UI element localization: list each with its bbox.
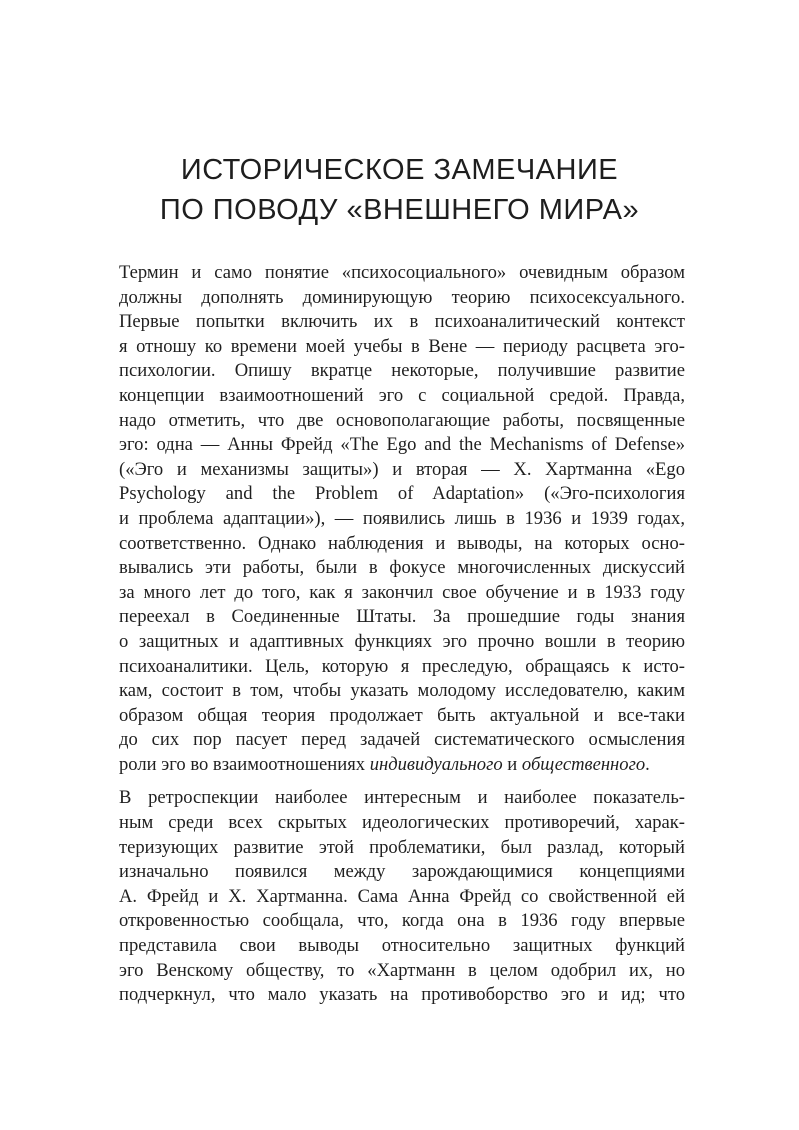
text-line: представила свои выводы относительно защитных функций bbox=[119, 935, 685, 957]
italic-term-individual: индивидуального bbox=[369, 753, 503, 775]
text-line: теризующих развитие этой проблематики, был разлад, который bbox=[119, 836, 685, 858]
text-line-last bbox=[119, 753, 685, 778]
text-line: («Эго и механизмы защиты») и вторая — Х. Хартманна «Ego bbox=[119, 458, 685, 480]
text-line: я отношу ко времени моей учебы в Вене — периоду расцвета эго- bbox=[119, 335, 685, 357]
chapter-title bbox=[0, 150, 799, 230]
text-segment: роли эго во взаимоотношениях bbox=[119, 753, 370, 775]
chapter-title-line-1: ИСТОРИЧЕСКОЕ ЗАМЕЧАНИЕ bbox=[180, 154, 619, 186]
body-text bbox=[119, 261, 685, 1008]
text-line: ным среди всех скрытых идеологических противоречий, харак- bbox=[119, 812, 685, 834]
paragraph-1 bbox=[119, 261, 685, 777]
text-line: о защитных и адаптивных функциях эго прочно вошли в теорию bbox=[119, 630, 685, 652]
text-line: надо отметить, что две основополагающие работы, посвященные bbox=[119, 409, 685, 431]
text-line: откровенностью сообщала, что, когда она в 1936 году впервые bbox=[119, 910, 685, 932]
paragraph-gap bbox=[119, 777, 685, 786]
text-line: вывались эти работы, были в фокусе многочисленных дискуссий bbox=[119, 557, 685, 579]
text-line: психоаналитики. Цель, которую я преследую, обращаясь к исто- bbox=[119, 655, 685, 677]
italic-term-social: общественного bbox=[521, 753, 646, 775]
text-line: Psychology and the Problem of Adaptation» («Эго-психология bbox=[119, 483, 685, 505]
text-line: психологии. Опишу вкратце некоторые, получившие развитие bbox=[119, 360, 685, 382]
text-line: Термин и само понятие «психосоциального» очевидным образом bbox=[119, 262, 685, 283]
text-segment: . bbox=[645, 753, 650, 775]
text-line: кам, состоит в том, чтобы указать молодому исследователю, каким bbox=[119, 680, 685, 702]
text-line: соответственно. Однако наблюдения и выводы, на которых осно- bbox=[119, 532, 685, 554]
text-segment: и bbox=[502, 753, 522, 775]
text-line: эго: одна — Анны Фрейд «The Ego and the Mechanisms of Defense» bbox=[119, 434, 685, 456]
text-line: образом общая теория продолжает быть актуальной и все-таки bbox=[119, 704, 685, 726]
text-line: эго Венскому обществу, то «Хартманн в целом одобрил их, но bbox=[119, 959, 685, 981]
text-line: за много лет до того, как я закончил свое обучение и в 1933 году bbox=[119, 581, 685, 603]
paragraph-2 bbox=[119, 786, 685, 1007]
text-line: до сих пор пасует перед задачей систематического осмысления bbox=[119, 729, 685, 751]
text-line: концепции взаимоотношений эго с социальной средой. Правда, bbox=[119, 384, 685, 406]
text-line: должны дополнять доминирующую теорию психосексуального. bbox=[119, 286, 685, 308]
text-line: Первые попытки включить их в психоаналитический контекст bbox=[119, 311, 685, 333]
text-line: В ретроспекции наиболее интересным и наиболее показатель- bbox=[119, 787, 685, 809]
text-line: подчеркнул, что мало указать на противоборство эго и ид; что bbox=[119, 984, 685, 1006]
text-line: А. Фрейд и Х. Хартманна. Сама Анна Фрейд со свойственной ей bbox=[119, 885, 685, 907]
chapter-title-line-2: ПО ПОВОДУ «ВНЕШНЕГО МИРА» bbox=[159, 194, 640, 226]
text-line: и проблема адаптации»), — появились лишь в 1936 и 1939 годах, bbox=[119, 507, 685, 529]
text-line: переехал в Соединенные Штаты. За прошедшие годы знания bbox=[119, 606, 685, 628]
text-line: изначально появился между зарождающимися концепциями bbox=[119, 861, 685, 883]
